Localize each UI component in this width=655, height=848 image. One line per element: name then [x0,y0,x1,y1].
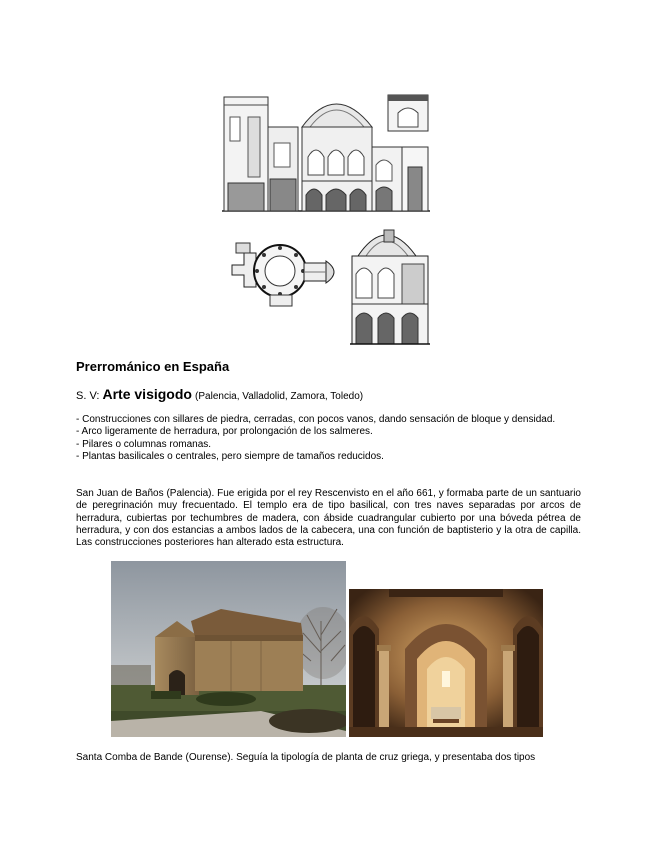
paragraph-san-juan-de-banos: San Juan de Baños (Palencia). Fue erigida por el rey Rescenvisto en el año 661, y formaba parte de un santuario de peregrinación muy frecuentado. El templo era de tipo basilical, con tres naves separadas por arcos de herradura, cubiertas por techumbres de madera, con ábside cuadrangular cubierto por una bóveda pétrea de herradura, y con dos estancias a ambos lados de la cabecera, una con función de baptisterio y la otra de capilla. Las construcciones posteriores han alterado esta estructura. [76,488,581,549]
church-interior-photo [349,589,543,737]
list-item: - Arco ligeramente de herradura, por prolongación de los salmeres. [76,426,373,438]
section-heading [76,386,363,402]
page-title: Prerrománico en España [76,359,230,374]
list-item: - Plantas basilicales o centrales, pero siempre de tamaños reducidos. [76,450,384,462]
church-section-drawing [222,87,430,214]
list-item: - Construcciones con sillares de piedra, cerradas, con pocos vanos, dando sensación de bloque y densidad. [76,414,556,425]
century-prefix: S. V: [76,390,103,402]
art-style-name: Arte visigodo [102,386,192,402]
church-exterior-photo [111,561,346,737]
paragraph-santa-comba-de-bande: Santa Comba de Bande (Ourense). Seguía la tipología de planta de cruz griega, y presentaba dos tipos [76,752,536,763]
list-item: - Pilares o columnas romanas. [76,438,212,450]
church-tower-section-drawing [350,214,430,346]
characteristics-list [76,414,576,463]
church-floor-plan-drawing [230,235,342,307]
regions-list: (Palencia, Valladolid, Zamora, Toledo) [195,391,364,402]
